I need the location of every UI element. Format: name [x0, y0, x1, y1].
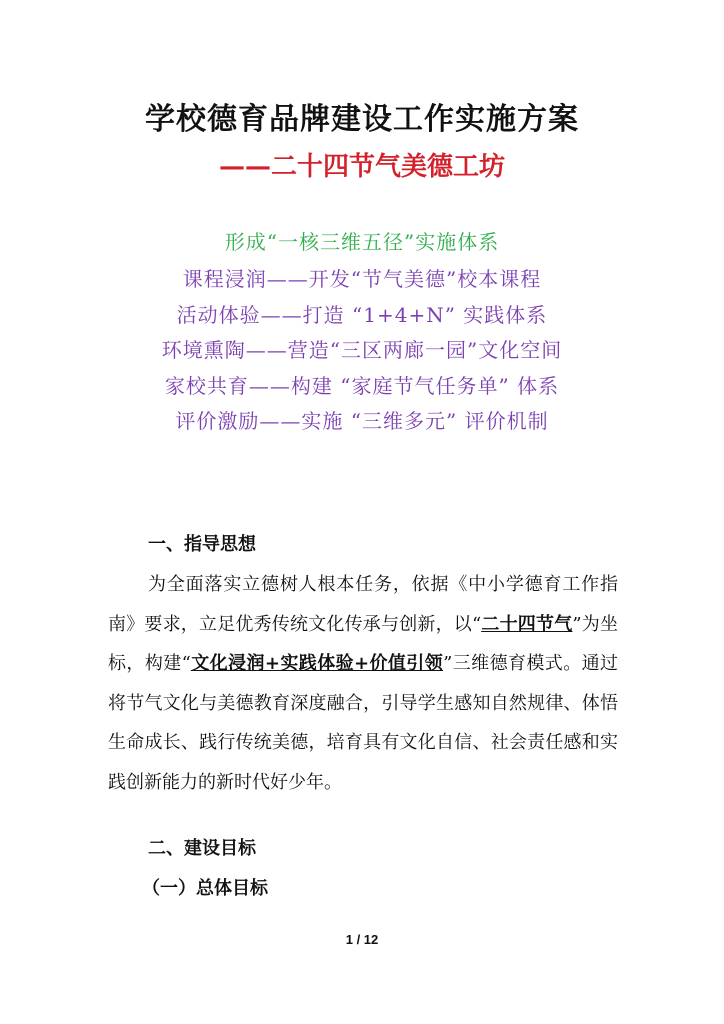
paragraph-text-a: 为全面落实立德树人根本任务，依据《中小学德育工作指南》要求，立足优秀传统文化传承与创新，以“ [108, 574, 618, 635]
subsection-heading-overall-goal: （一）总体目标 [142, 878, 268, 899]
page-title: 学校德育品牌建设工作实施方案 [145, 102, 579, 137]
paragraph-text-b: ”为坐标，构建“ [108, 613, 619, 674]
pillar-item-activity: 活动体验——打造 “1+4+N” 实践体系 [176, 302, 548, 327]
pillar-item-home-school: 家校共育——构建 “家庭节气任务单” 体系 [164, 373, 560, 398]
paragraph-text-c: ”三维德育模式。通过将节气文化与美德教育深度融合，引导学生感知自然规律、体悟生命成长、践行传统美德，培育具有文化自信、社会责任感和实践创新能力的新时代好少年。 [108, 653, 619, 793]
section-heading-guiding-ideology: 一、指导思想 [148, 534, 256, 555]
section-heading-goals: 二、建设目标 [148, 838, 256, 859]
page-number: 1 / 12 [345, 932, 379, 947]
pillar-item-environment: 环境熏陶——营造“三区两廊一园”文化空间 [161, 338, 563, 362]
underlined-term-three-dimensions: 文化浸润+实践体验+价值引领 [190, 653, 444, 674]
system-summary: 形成“一核三维五径”实施体系 [224, 230, 500, 254]
pillar-item-course: 课程浸润——开发“节气美德”校本课程 [182, 267, 542, 291]
pillar-list [0, 262, 724, 440]
page-subtitle: ——二十四节气美德工坊 [218, 152, 505, 182]
section-paragraph-guiding-ideology [108, 565, 618, 802]
pillar-item-evaluation: 评价激励——实施 “三维多元” 评价机制 [175, 409, 549, 433]
underlined-term-solar-terms: 二十四节气 [481, 613, 573, 635]
